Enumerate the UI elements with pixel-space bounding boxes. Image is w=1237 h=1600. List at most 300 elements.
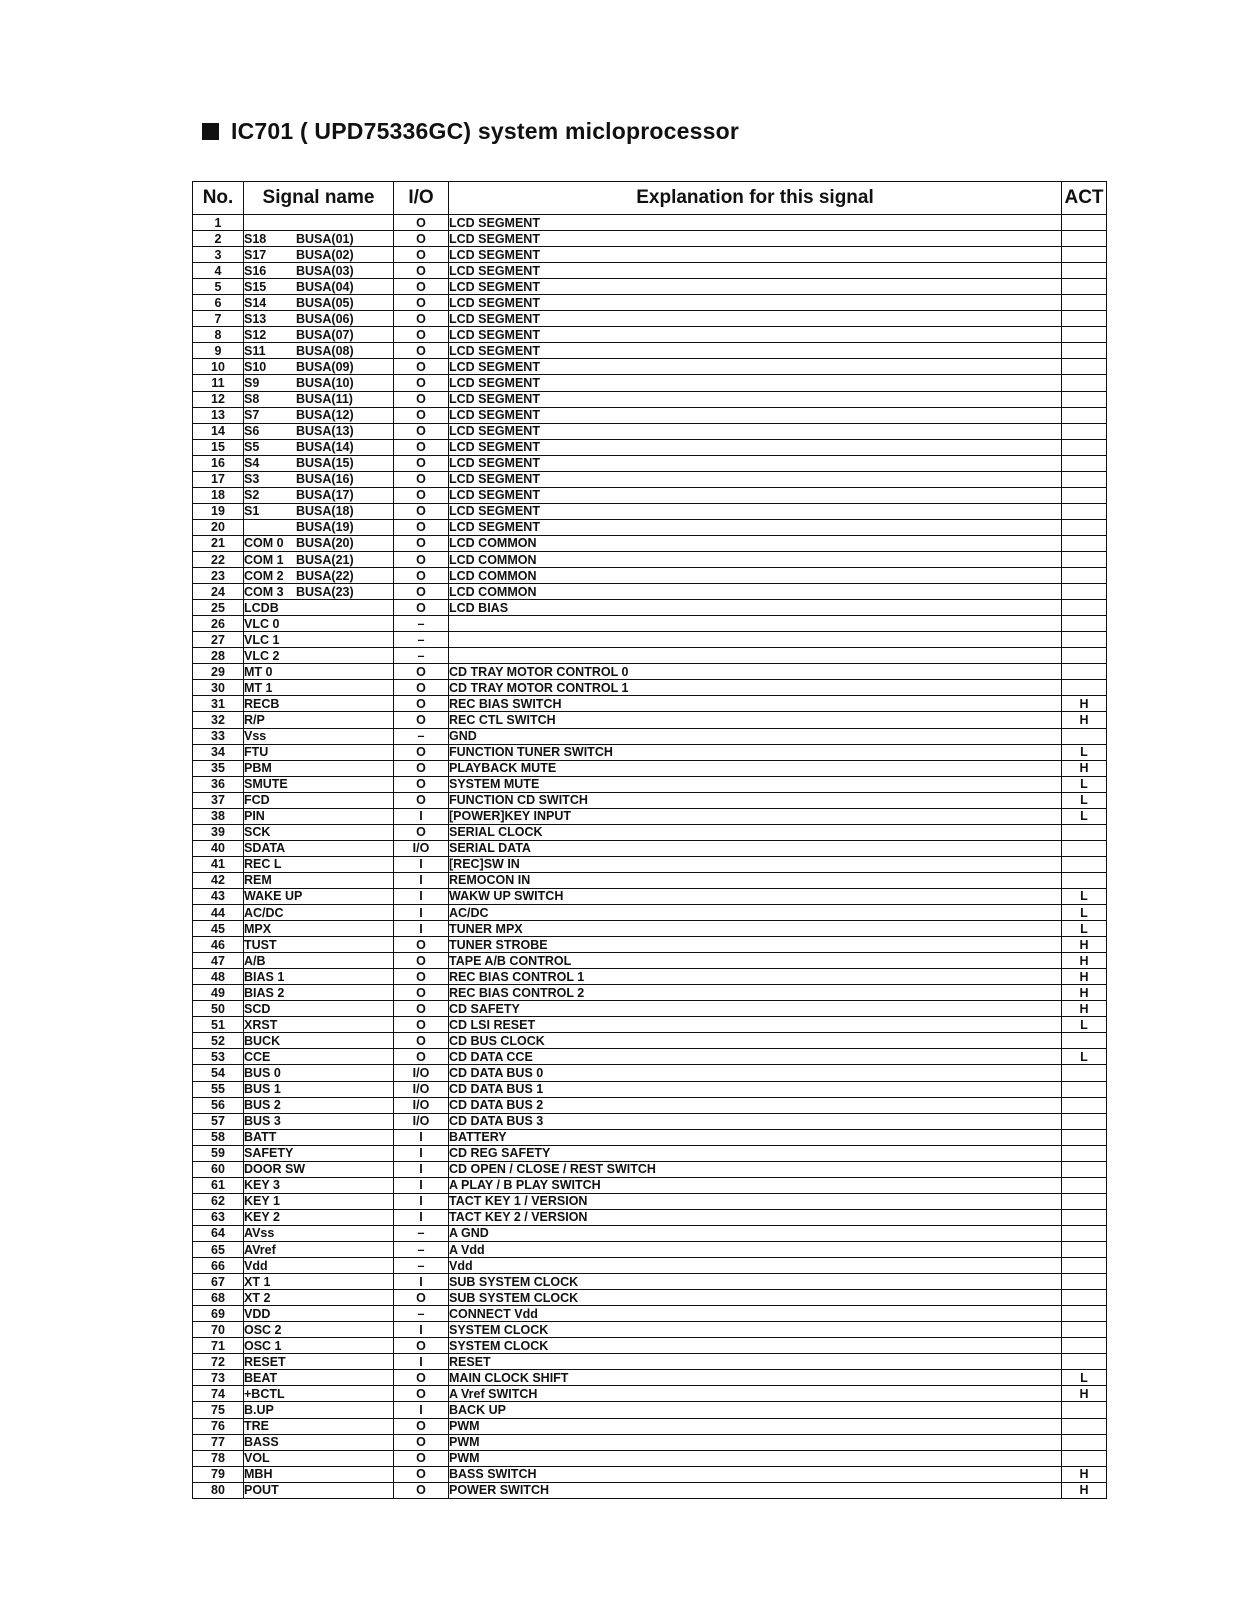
io-direction: O (394, 487, 449, 503)
table-row (193, 423, 1107, 439)
signal-explanation: BASS SWITCH (449, 1466, 1062, 1482)
signal-explanation: LCD SEGMENT (449, 391, 1062, 407)
signal-pin: OSC 2 (244, 1322, 282, 1337)
io-direction: O (394, 1466, 449, 1482)
signal-explanation: LCD SEGMENT (449, 487, 1062, 503)
signal-name (244, 616, 394, 632)
signal-pin: RECB (244, 696, 280, 711)
io-direction: O (394, 311, 449, 327)
signal-pin: BUS 2 (244, 1098, 281, 1113)
signal-pin: TRE (244, 1419, 269, 1434)
active-level (1062, 551, 1107, 567)
signal-name (244, 1065, 394, 1081)
io-direction: I (394, 1209, 449, 1225)
io-direction: O (394, 600, 449, 616)
io-direction: I (394, 905, 449, 921)
signal-explanation: LCD COMMON (449, 584, 1062, 600)
io-direction: I (394, 1193, 449, 1209)
pin-number: 44 (193, 905, 244, 921)
signal-explanation (449, 648, 1062, 664)
io-direction: O (394, 937, 449, 953)
table-row (193, 1290, 1107, 1306)
signal-pin: MT 1 (244, 680, 273, 695)
signal-pin: AC/DC (244, 905, 284, 920)
signal-bus: BUSA(09) (296, 359, 354, 374)
io-direction: O (394, 1386, 449, 1402)
pin-number: 27 (193, 632, 244, 648)
signal-explanation: CD REG SAFETY (449, 1145, 1062, 1161)
pin-number: 65 (193, 1242, 244, 1258)
active-level: H (1062, 953, 1107, 969)
active-level (1062, 1033, 1107, 1049)
table-row (193, 680, 1107, 696)
pin-number: 6 (193, 295, 244, 311)
table-row (193, 1450, 1107, 1466)
signal-pin: COM 3 (244, 584, 284, 599)
table-row (193, 1033, 1107, 1049)
pin-number: 13 (193, 407, 244, 423)
table-row (193, 1418, 1107, 1434)
pin-number: 30 (193, 680, 244, 696)
signal-explanation: RESET (449, 1354, 1062, 1370)
io-direction: O (394, 568, 449, 584)
pin-number: 77 (193, 1434, 244, 1450)
pin-number: 33 (193, 728, 244, 744)
signal-name (244, 1129, 394, 1145)
active-level: H (1062, 969, 1107, 985)
signal-explanation: LCD SEGMENT (449, 311, 1062, 327)
pin-number: 48 (193, 969, 244, 985)
signal-explanation: REC BIAS SWITCH (449, 696, 1062, 712)
table-row (193, 856, 1107, 872)
pin-number: 17 (193, 471, 244, 487)
signal-explanation: [REC]SW IN (449, 856, 1062, 872)
table-row (193, 760, 1107, 776)
signal-bus: BUSA(20) (296, 536, 354, 551)
pin-number: 59 (193, 1145, 244, 1161)
table-row (193, 1258, 1107, 1274)
io-direction: O (394, 1001, 449, 1017)
pin-number: 58 (193, 1129, 244, 1145)
signal-pin: VLC 0 (244, 616, 280, 631)
signal-pin: R/P (244, 712, 265, 727)
io-direction: I (394, 1402, 449, 1418)
active-level: H (1062, 696, 1107, 712)
pin-number: 34 (193, 744, 244, 760)
signal-name (244, 584, 394, 600)
pin-number: 71 (193, 1338, 244, 1354)
pin-number: 10 (193, 359, 244, 375)
signal-explanation: LCD SEGMENT (449, 231, 1062, 247)
signal-pin: XRST (244, 1017, 278, 1032)
signal-explanation: [POWER]KEY INPUT (449, 808, 1062, 824)
io-direction: I (394, 1161, 449, 1177)
pin-number: 68 (193, 1290, 244, 1306)
pin-number: 4 (193, 263, 244, 279)
active-level (1062, 584, 1107, 600)
active-level (1062, 423, 1107, 439)
table-row (193, 1225, 1107, 1241)
active-level (1062, 824, 1107, 840)
table-row (193, 1177, 1107, 1193)
io-direction: O (394, 343, 449, 359)
signal-pin: CCE (244, 1049, 271, 1064)
table-row (193, 824, 1107, 840)
pin-number: 49 (193, 985, 244, 1001)
pin-number: 72 (193, 1354, 244, 1370)
pin-number: 43 (193, 888, 244, 904)
table-row (193, 1081, 1107, 1097)
signal-explanation: LCD SEGMENT (449, 295, 1062, 311)
header-row (193, 182, 1107, 215)
signal-bus: BUSA(23) (296, 584, 354, 599)
signal-pin: RESET (244, 1354, 286, 1369)
io-direction: O (394, 953, 449, 969)
signal-explanation: CD DATA BUS 1 (449, 1081, 1062, 1097)
signal-name (244, 391, 394, 407)
signal-explanation: LCD BIAS (449, 600, 1062, 616)
signal-pin: MBH (244, 1467, 273, 1482)
active-level (1062, 664, 1107, 680)
table-row (193, 1145, 1107, 1161)
io-direction: I (394, 808, 449, 824)
io-direction: O (394, 664, 449, 680)
signal-explanation: LCD SEGMENT (449, 263, 1062, 279)
signal-name (244, 471, 394, 487)
active-level: L (1062, 888, 1107, 904)
signal-explanation: PWM (449, 1450, 1062, 1466)
io-direction: O (394, 359, 449, 375)
table-row (193, 1161, 1107, 1177)
signal-explanation: CONNECT Vdd (449, 1306, 1062, 1322)
signal-pin: KEY 3 (244, 1178, 280, 1193)
pin-number: 12 (193, 391, 244, 407)
signal-explanation (449, 632, 1062, 648)
signal-pin: XT 2 (244, 1290, 271, 1305)
signal-explanation: SERIAL DATA (449, 840, 1062, 856)
io-direction: I (394, 1354, 449, 1370)
signal-name (244, 696, 394, 712)
table-row (193, 888, 1107, 904)
pin-number: 37 (193, 792, 244, 808)
signal-name (244, 840, 394, 856)
signal-pin: PBM (244, 761, 272, 776)
io-direction: O (394, 1482, 449, 1498)
pin-number: 23 (193, 568, 244, 584)
io-direction: I (394, 1129, 449, 1145)
io-direction: O (394, 969, 449, 985)
signal-explanation: TUNER MPX (449, 921, 1062, 937)
io-direction: – (394, 1306, 449, 1322)
io-direction: O (394, 391, 449, 407)
pin-number: 52 (193, 1033, 244, 1049)
active-level: H (1062, 1001, 1107, 1017)
active-level (1062, 1193, 1107, 1209)
active-level (1062, 503, 1107, 519)
io-direction: O (394, 760, 449, 776)
active-level (1062, 471, 1107, 487)
io-direction: O (394, 712, 449, 728)
active-level (1062, 487, 1107, 503)
table-row (193, 471, 1107, 487)
pin-number: 11 (193, 375, 244, 391)
signal-name (244, 1290, 394, 1306)
signal-explanation: LCD SEGMENT (449, 375, 1062, 391)
pin-number: 80 (193, 1482, 244, 1498)
active-level (1062, 231, 1107, 247)
signal-explanation: A Vdd (449, 1242, 1062, 1258)
io-direction: I/O (394, 1081, 449, 1097)
signal-bus: BUSA(18) (296, 504, 354, 519)
table-row (193, 407, 1107, 423)
pin-number: 75 (193, 1402, 244, 1418)
table-row (193, 568, 1107, 584)
col-header-io: I/O (394, 182, 449, 215)
signal-pin: COM 1 (244, 552, 284, 567)
signal-explanation: LCD SEGMENT (449, 407, 1062, 423)
active-level: H (1062, 712, 1107, 728)
signal-pin: S15 (244, 279, 267, 294)
signal-explanation: SYSTEM CLOCK (449, 1338, 1062, 1354)
signal-name (244, 1434, 394, 1450)
active-level: H (1062, 760, 1107, 776)
table-row (193, 840, 1107, 856)
signal-name (244, 1322, 394, 1338)
active-level (1062, 215, 1107, 231)
signal-pin: FTU (244, 745, 269, 760)
io-direction: – (394, 616, 449, 632)
signal-name (244, 1001, 394, 1017)
signal-pin: WAKE UP (244, 889, 303, 904)
io-direction: I (394, 1274, 449, 1290)
pin-number: 21 (193, 535, 244, 551)
table-row (193, 1001, 1107, 1017)
signal-pin: REC L (244, 857, 282, 872)
table-row (193, 247, 1107, 263)
signal-explanation: LCD SEGMENT (449, 423, 1062, 439)
signal-explanation: POWER SWITCH (449, 1482, 1062, 1498)
table-row (193, 1113, 1107, 1129)
active-level (1062, 840, 1107, 856)
active-level (1062, 407, 1107, 423)
signal-explanation: LCD SEGMENT (449, 503, 1062, 519)
table-row (193, 519, 1107, 535)
signal-pin: S9 (244, 375, 260, 390)
signal-explanation: GND (449, 728, 1062, 744)
table-row (193, 391, 1107, 407)
signal-explanation: AC/DC (449, 905, 1062, 921)
io-direction: – (394, 1242, 449, 1258)
table-row (193, 1386, 1107, 1402)
table-row (193, 375, 1107, 391)
signal-bus: BUSA(01) (296, 231, 354, 246)
signal-explanation: CD DATA BUS 0 (449, 1065, 1062, 1081)
active-level (1062, 616, 1107, 632)
active-level (1062, 632, 1107, 648)
signal-explanation: TAPE A/B CONTROL (449, 953, 1062, 969)
square-bullet-icon (202, 123, 219, 140)
signal-name (244, 1274, 394, 1290)
pin-number: 73 (193, 1370, 244, 1386)
signal-name (244, 215, 394, 231)
io-direction: O (394, 776, 449, 792)
pin-number: 69 (193, 1306, 244, 1322)
signal-name (244, 824, 394, 840)
signal-explanation: REMOCON IN (449, 872, 1062, 888)
active-level (1062, 535, 1107, 551)
signal-name (244, 1386, 394, 1402)
io-direction: O (394, 680, 449, 696)
signal-explanation: SYSTEM CLOCK (449, 1322, 1062, 1338)
signal-explanation: WAKW UP SWITCH (449, 888, 1062, 904)
active-level (1062, 1242, 1107, 1258)
active-level (1062, 1113, 1107, 1129)
active-level (1062, 1290, 1107, 1306)
signal-name (244, 1017, 394, 1033)
pin-number: 14 (193, 423, 244, 439)
active-level: L (1062, 921, 1107, 937)
io-direction: – (394, 1225, 449, 1241)
signal-name (244, 632, 394, 648)
table-row (193, 664, 1107, 680)
signal-explanation: SERIAL CLOCK (449, 824, 1062, 840)
table-row (193, 600, 1107, 616)
signal-pin: MT 0 (244, 664, 273, 679)
signal-pin: S12 (244, 327, 267, 342)
signal-pin: COM 0 (244, 536, 284, 551)
pin-number: 29 (193, 664, 244, 680)
signal-explanation: CD SAFETY (449, 1001, 1062, 1017)
active-level (1062, 247, 1107, 263)
active-level (1062, 1402, 1107, 1418)
col-header-act: ACT (1062, 182, 1107, 215)
signal-name (244, 728, 394, 744)
signal-name (244, 969, 394, 985)
io-direction: O (394, 744, 449, 760)
signal-explanation: LCD SEGMENT (449, 247, 1062, 263)
pin-number: 9 (193, 343, 244, 359)
pin-number: 25 (193, 600, 244, 616)
signal-name (244, 503, 394, 519)
io-direction: I (394, 1145, 449, 1161)
signal-explanation: A GND (449, 1225, 1062, 1241)
signal-pin: DOOR SW (244, 1162, 306, 1177)
signal-bus: BUSA(02) (296, 247, 354, 262)
signal-name (244, 1418, 394, 1434)
signal-pin: BIAS 1 (244, 969, 285, 984)
table-row (193, 937, 1107, 953)
table-row (193, 1097, 1107, 1113)
table-row (193, 696, 1107, 712)
signal-name (244, 1193, 394, 1209)
pin-number: 15 (193, 439, 244, 455)
io-direction: O (394, 423, 449, 439)
table-row (193, 311, 1107, 327)
table-row (193, 969, 1107, 985)
pin-number: 22 (193, 551, 244, 567)
signal-bus: BUSA(17) (296, 488, 354, 503)
active-level (1062, 1354, 1107, 1370)
signal-pin: SMUTE (244, 777, 288, 792)
io-direction: O (394, 1017, 449, 1033)
signal-name (244, 1145, 394, 1161)
active-level (1062, 1274, 1107, 1290)
signal-name (244, 568, 394, 584)
io-direction: I/O (394, 1113, 449, 1129)
pin-number: 3 (193, 247, 244, 263)
signal-pin: BATT (244, 1130, 277, 1145)
signal-explanation: Vdd (449, 1258, 1062, 1274)
table-row (193, 1017, 1107, 1033)
table-row (193, 343, 1107, 359)
signal-name (244, 905, 394, 921)
signal-explanation: LCD SEGMENT (449, 279, 1062, 295)
signal-pin: AVss (244, 1226, 275, 1241)
signal-pin: B.UP (244, 1402, 274, 1417)
signal-name (244, 856, 394, 872)
active-level (1062, 1322, 1107, 1338)
active-level: H (1062, 937, 1107, 953)
table-row (193, 953, 1107, 969)
pin-number: 62 (193, 1193, 244, 1209)
signal-name (244, 519, 394, 535)
table-row (193, 1466, 1107, 1482)
io-direction: O (394, 231, 449, 247)
io-direction: O (394, 407, 449, 423)
signal-explanation: MAIN CLOCK SHIFT (449, 1370, 1062, 1386)
col-header-no: No. (193, 182, 244, 215)
signal-pin: S5 (244, 440, 260, 455)
signal-explanation: REC BIAS CONTROL 2 (449, 985, 1062, 1001)
io-direction: O (394, 215, 449, 231)
active-level (1062, 391, 1107, 407)
pin-number: 38 (193, 808, 244, 824)
io-direction: O (394, 1049, 449, 1065)
active-level (1062, 327, 1107, 343)
signal-name (244, 375, 394, 391)
pin-number: 36 (193, 776, 244, 792)
signal-pin: S18 (244, 231, 267, 246)
active-level (1062, 1258, 1107, 1274)
signal-name (244, 487, 394, 503)
signal-explanation: LCD SEGMENT (449, 439, 1062, 455)
title-text: IC701 ( UPD75336GC) system micloprocessor (231, 118, 740, 144)
active-level (1062, 1065, 1107, 1081)
table-row (193, 985, 1107, 1001)
io-direction: O (394, 1290, 449, 1306)
io-direction: O (394, 295, 449, 311)
signal-explanation: SUB SYSTEM CLOCK (449, 1290, 1062, 1306)
active-level (1062, 1161, 1107, 1177)
table-row (193, 1434, 1107, 1450)
signal-bus: BUSA(06) (296, 311, 354, 326)
table-row (193, 921, 1107, 937)
signal-name (244, 1225, 394, 1241)
active-level: L (1062, 1017, 1107, 1033)
signal-pin: SCD (244, 1001, 271, 1016)
signal-name (244, 439, 394, 455)
signal-explanation: LCD COMMON (449, 568, 1062, 584)
pin-table (192, 181, 1107, 1499)
signal-explanation: LCD SEGMENT (449, 215, 1062, 231)
active-level (1062, 648, 1107, 664)
signal-name (244, 1466, 394, 1482)
pin-number: 76 (193, 1418, 244, 1434)
table-row (193, 1209, 1107, 1225)
table-row (193, 1354, 1107, 1370)
signal-bus: BUSA(19) (296, 520, 354, 535)
io-direction: O (394, 1434, 449, 1450)
